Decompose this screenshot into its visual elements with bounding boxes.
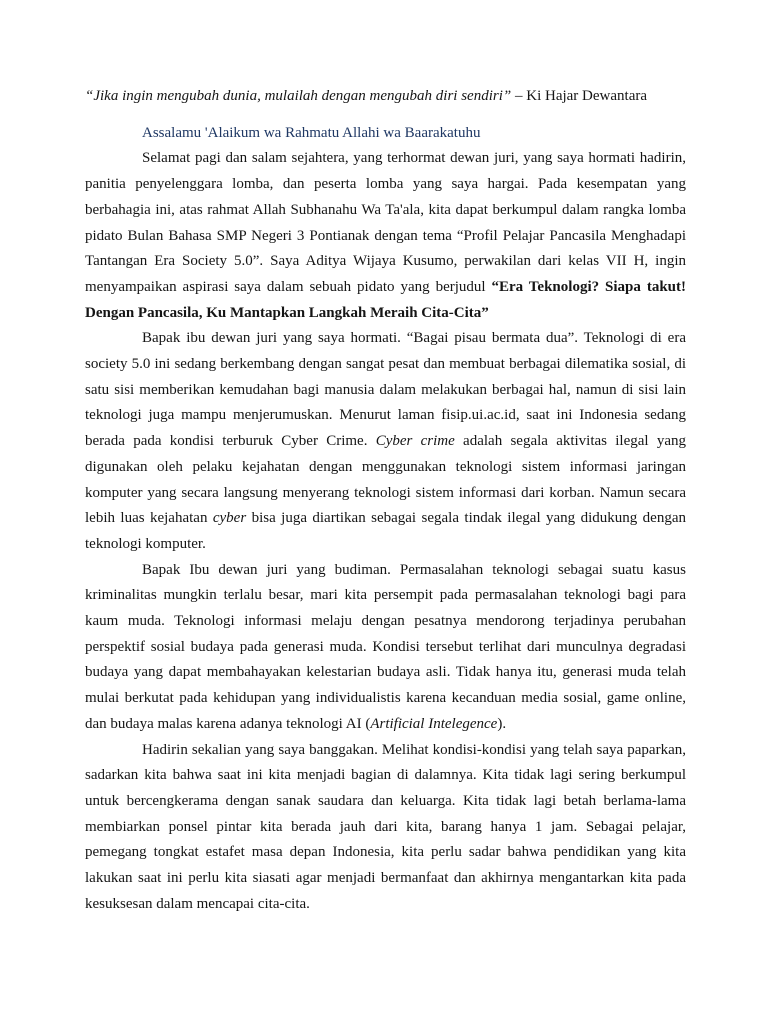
technology-italic2: cyber [212,510,247,527]
paragraph-opening [85,146,686,326]
quote-attribution: – Ki Hajar Dewantara [511,88,648,104]
youth-italic1: Artificial Intelegence [370,715,498,732]
technology-italic1: Cyber crime [375,433,455,450]
technology-part3: bisa juga diartikan sebagai segala tindak ilegal yang didukung dengan teknologi komputer. [85,510,686,552]
technology-part1: Bapak ibu dewan juri yang saya hormati. “Bagai pisau bermata dua”. Teknologi di era society 5.0 ini sedang berkembang dengan sangat pesat dan membuat berbagai dilematika sosial, di satu sisi memberikan kemudahan bagi manusia dalam melakukan berbagai hal, namun di sisi lain teknologi juga mampu menjerumuskan. Menurut laman fisip.ui.ac.id, saat ini Indonesia sedang berada pada kondisi terburuk Cyber Crime. [85,330,686,450]
technology-part2: adalah segala aktivitas ilegal yang digunakan oleh pelaku kejahatan dengan menggunakan teknologi sistem informasi jaringan komputer yang secara langsung menyerang teknologi sistem informasi dari korban. Namun secara lebih luas kejahatan [85,433,687,527]
youth-part1: Bapak Ibu dewan juri yang budiman. Permasalahan teknologi sebagai suatu kasus kriminalitas mungkin terlalu besar, mari kita persempit pada permasalahan teknologi bagi para kaum muda. Teknologi informasi melaju dengan pesatnya mendorong terjadinya perubahan perspektif sosial budaya pada generasi muda. Kondisi tersebut terlihat dari munculnya degradasi budaya yang dapat membahayakan kelestarian budaya asli. Tidak hanya itu, generasi muda telah mulai berkutat pada kehidupan yang individualistis karena kecanduan media sosial, game online, dan budaya malas karena adanya teknologi AI ( [85,561,686,732]
opening-quote [85,84,686,110]
paragraph-closing [85,738,686,918]
youth-part2: ). [497,715,507,732]
speech-title: “Era Teknologi? Siapa takut! Dengan Pancasila, Ku Mantapkan Langkah Meraih Cita-Cita” [85,278,686,321]
speech-text-block [85,84,686,918]
greeting-text: Assalamu 'Alaikum wa Rahmatu Allahi wa Baarakatuhu [142,124,481,141]
quote-text: “Jika ingin mengubah dunia, mulailah dengan mengubah diri sendiri” [85,88,512,104]
paragraph-youth [85,558,686,738]
closing-text: Hadirin sekalian yang saya banggakan. Melihat kondisi-kondisi yang telah saya paparkan, sadarkan kita bahwa saat ini kita menjadi bagian di dalamnya. Kita tidak lagi sering berkumpul untuk bercengkerama dengan sanak saudara dan keluarga. Kita tidak lagi betah berlama-lama membiarkan ponsel pintar kita berada jauh dari kita, barang hanya 1 jam. Sebagai pelajar, pemegang tongkat estafet masa depan Indonesia, kita perlu sadar bahwa pendidikan yang kita lakukan saat ini perlu kita siasati agar menjadi bermanfaat dan akhirnya mengantarkan kita pada kesuksesan dalam mencapai cita-cita. [85,741,686,912]
islamic-greeting [85,121,686,147]
paragraph-technology [85,326,686,557]
opening-body: Selamat pagi dan salam sejahtera, yang terhormat dewan juri, yang saya hormati hadirin, panitia penyelenggara lomba, dan peserta lomba yang saya hargai. Pada kesempatan yang berbahagia ini, atas rahmat Allah Subhanahu Wa Ta'ala, kita dapat berkumpul dalam rangka lomba pidato Bulan Bahasa SMP Negeri 3 Pontianak dengan tema “Profil Pelajar Pancasila Menghadapi Tantangan Era Society 5.0”. Saya Aditya Wijaya Kusumo, perwakilan dari kelas VII H, ingin menyampaikan aspirasi saya dalam sebuah pidato yang berjudul [85,150,686,295]
